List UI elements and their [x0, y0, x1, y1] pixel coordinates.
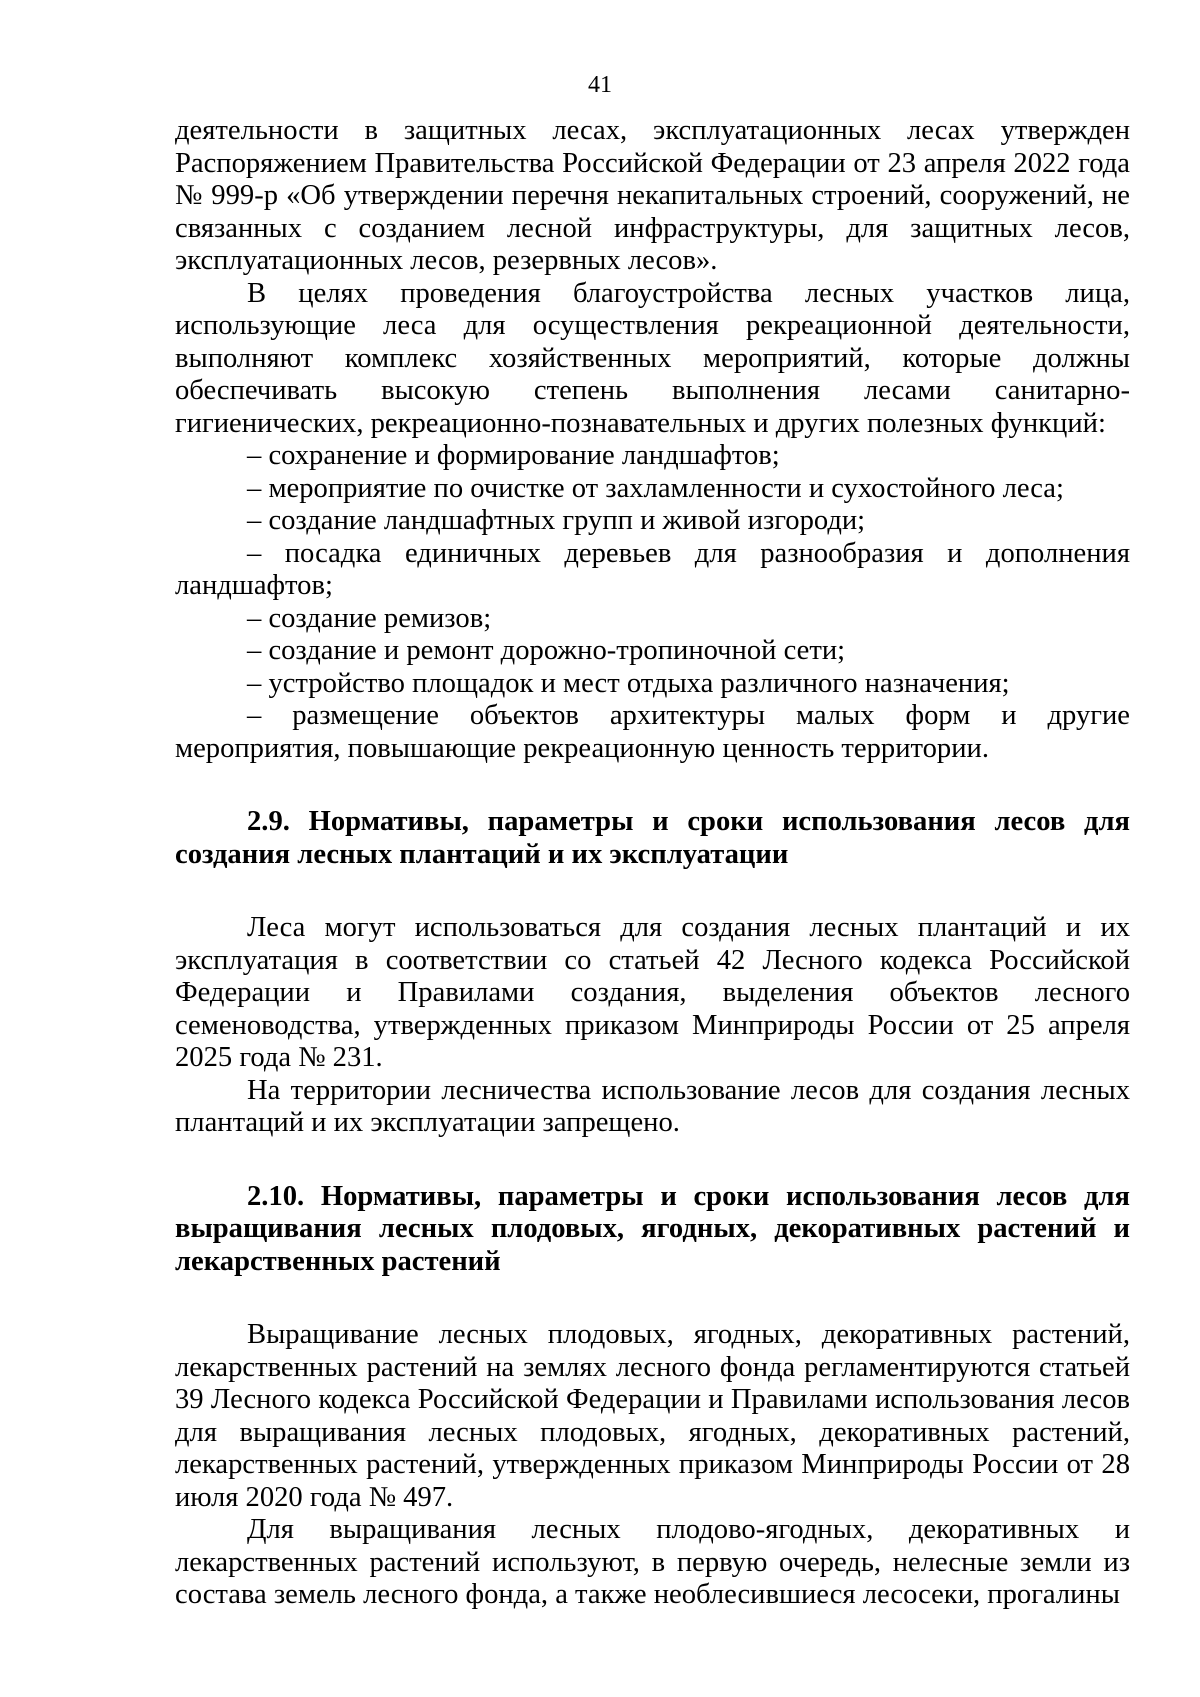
list-item: – размещение объектов архитектуры малых форм и другие мероприятия, повышающие рекреационную ценность территории.: [175, 700, 1130, 764]
section-2-10-heading: 2.10. Нормативы, параметры и сроки использования лесов для выращивания лесных плодовых, ягодных, декоративных растений и лекарственных растений: [175, 1180, 1130, 1277]
section-2-10-paragraph: Для выращивания лесных плодово-ягодных, декоративных и лекарственных растений используют, в первую очередь, нелесные земли из состава земель лесного фонда, а также необлесившиеся лесосеки, прогалины: [175, 1514, 1130, 1610]
measures-list: [175, 440, 1130, 765]
list-item: – сохранение и формирование ландшафтов;: [247, 440, 780, 471]
list-item: – мероприятие по очистке от захламленности и сухостойного леса;: [247, 472, 1064, 504]
list-item: – устройство площадок и мест отдыха различного назначения;: [247, 667, 1010, 699]
section-2-9-heading: 2.9. Нормативы, параметры и сроки использования лесов для создания лесных плантаций и их эксплуатации: [175, 806, 1130, 870]
section-2-9-paragraph: На территории лесничества использование лесов для создания лесных плантаций и их эксплуатации запрещено.: [175, 1074, 1130, 1138]
list-item: – создание ремизов;: [247, 602, 492, 634]
section-2-10-paragraph: Выращивание лесных плодовых, ягодных, декоративных растений, лекарственных растений на землях лесного фонда регламентируются статьей 39 Лесного кодекса Российской Федерации и Правилами использования лесов для выращивания лесных плодовых, ягодных, декоративных растений, лекарственных растений, утвержденных приказом Минприроды России от 28 июля 2020 года № 497.: [175, 1319, 1130, 1513]
goals-paragraph: В целях проведения благоустройства лесных участков лица, использующие леса для осуществления рекреационной деятельности, выполняют комплекс хозяйственных мероприятий, которые должны обеспечивать высокую степень выполнения лесами санитарно-гигиенических, рекреационно-познавательных и других полезных функций:: [175, 277, 1130, 439]
page-number: 41: [588, 72, 612, 98]
continuation-paragraph: деятельности в защитных лесах, эксплуатационных лесах утвержден Распоряжением Правительства Российской Федерации от 23 апреля 2022 года № 999-р «Об утверждении перечня некапитальных строений, сооружений, не связанных с созданием лесной инфраструктуры, для защитных лесов, эксплуатационных лесов, резервных лесов».: [175, 115, 1130, 276]
section-2-9-paragraph: Леса могут использоваться для создания лесных плантаций и их эксплуатация в соответствии со статьей 42 Лесного кодекса Российской Федерации и Правилами создания, выделения объектов лесного семеноводства, утвержденных приказом Минприроды России от 25 апреля 2025 года № 231.: [175, 912, 1130, 1073]
list-item: – посадка единичных деревьев для разнообразия и дополнения ландшафтов;: [175, 537, 1130, 601]
page-content: [175, 115, 1130, 1612]
list-item: – создание и ремонт дорожно-тропиночной сети;: [247, 635, 846, 666]
list-item: – создание ландшафтных групп и живой изгороди;: [247, 505, 866, 536]
